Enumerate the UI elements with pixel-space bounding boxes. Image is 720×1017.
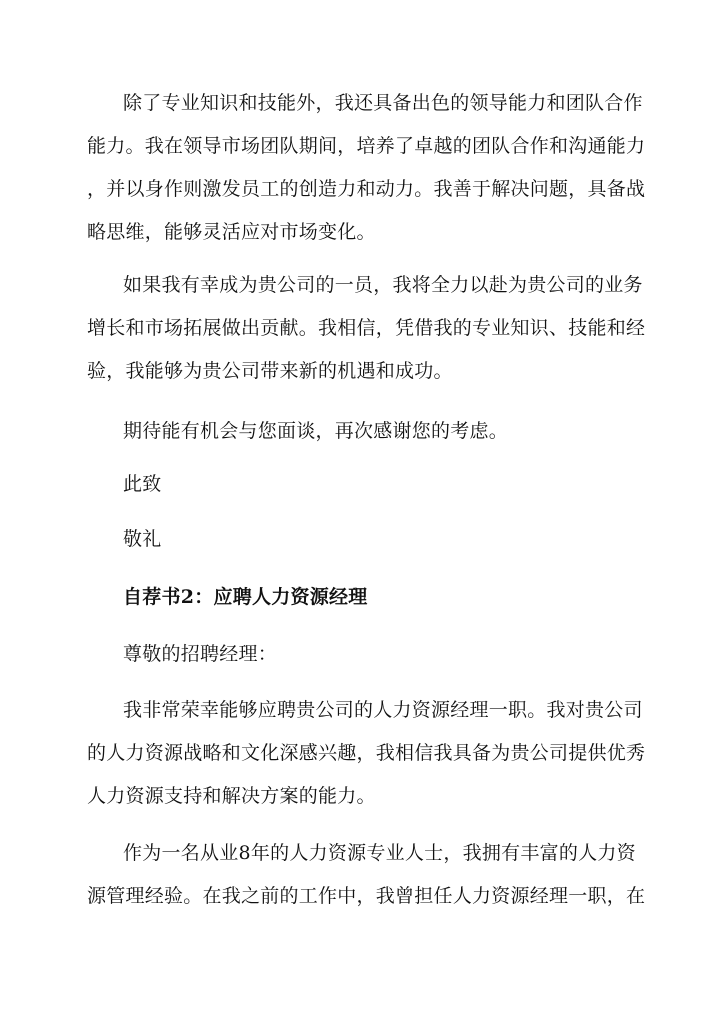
paragraph-1-line-1: 除了专业知识和技能外，我还具备出色的领导能力和团队合作 (123, 92, 643, 114)
paragraph-3-line-2: 的人力资源战略和文化深感兴趣，我相信我具备为贵公司提供优秀 (87, 742, 646, 764)
paragraph-1-line-4: 略思维，能够灵活应对市场变化。 (87, 221, 376, 243)
section-heading: 自荐书2：应聘人力资源经理 (123, 586, 368, 608)
closing-regards: 敬礼 (123, 528, 162, 550)
paragraph-4-line-2: 源管理经验。在我之前的工作中，我曾担任人力资源经理一职，在 (87, 885, 646, 907)
closing-line: 期待能有机会与您面谈，再次感谢您的考虑。 (123, 420, 509, 442)
paragraph-2-line-1: 如果我有幸成为贵公司的一员，我将全力以赴为贵公司的业务 (123, 274, 643, 296)
paragraph-2-line-3: 验，我能够为贵公司带来新的机遇和成功。 (87, 360, 453, 382)
paragraph-1-line-2: 能力。我在领导市场团队期间，培养了卓越的团队合作和沟通能力 (87, 135, 646, 157)
recipient-greeting: 尊敬的招聘经理： (123, 643, 278, 665)
paragraph-4-line-1: 作为一名从业8年的人力资源专业人士，我拥有丰富的人力资 (123, 842, 636, 864)
paragraph-3-line-3: 人力资源支持和解决方案的能力。 (87, 785, 376, 807)
paragraph-3-line-1: 我非常荣幸能够应聘贵公司的人力资源经理一职。我对贵公司 (123, 699, 643, 721)
paragraph-2-line-2: 增长和市场拓展做出贡献。我相信，凭借我的专业知识、技能和经 (87, 317, 646, 339)
paragraph-1-line-3: ，并以身作则激发员工的创造力和动力。我善于解决问题，具备战 (87, 178, 646, 200)
closing-salutation: 此致 (123, 473, 162, 495)
